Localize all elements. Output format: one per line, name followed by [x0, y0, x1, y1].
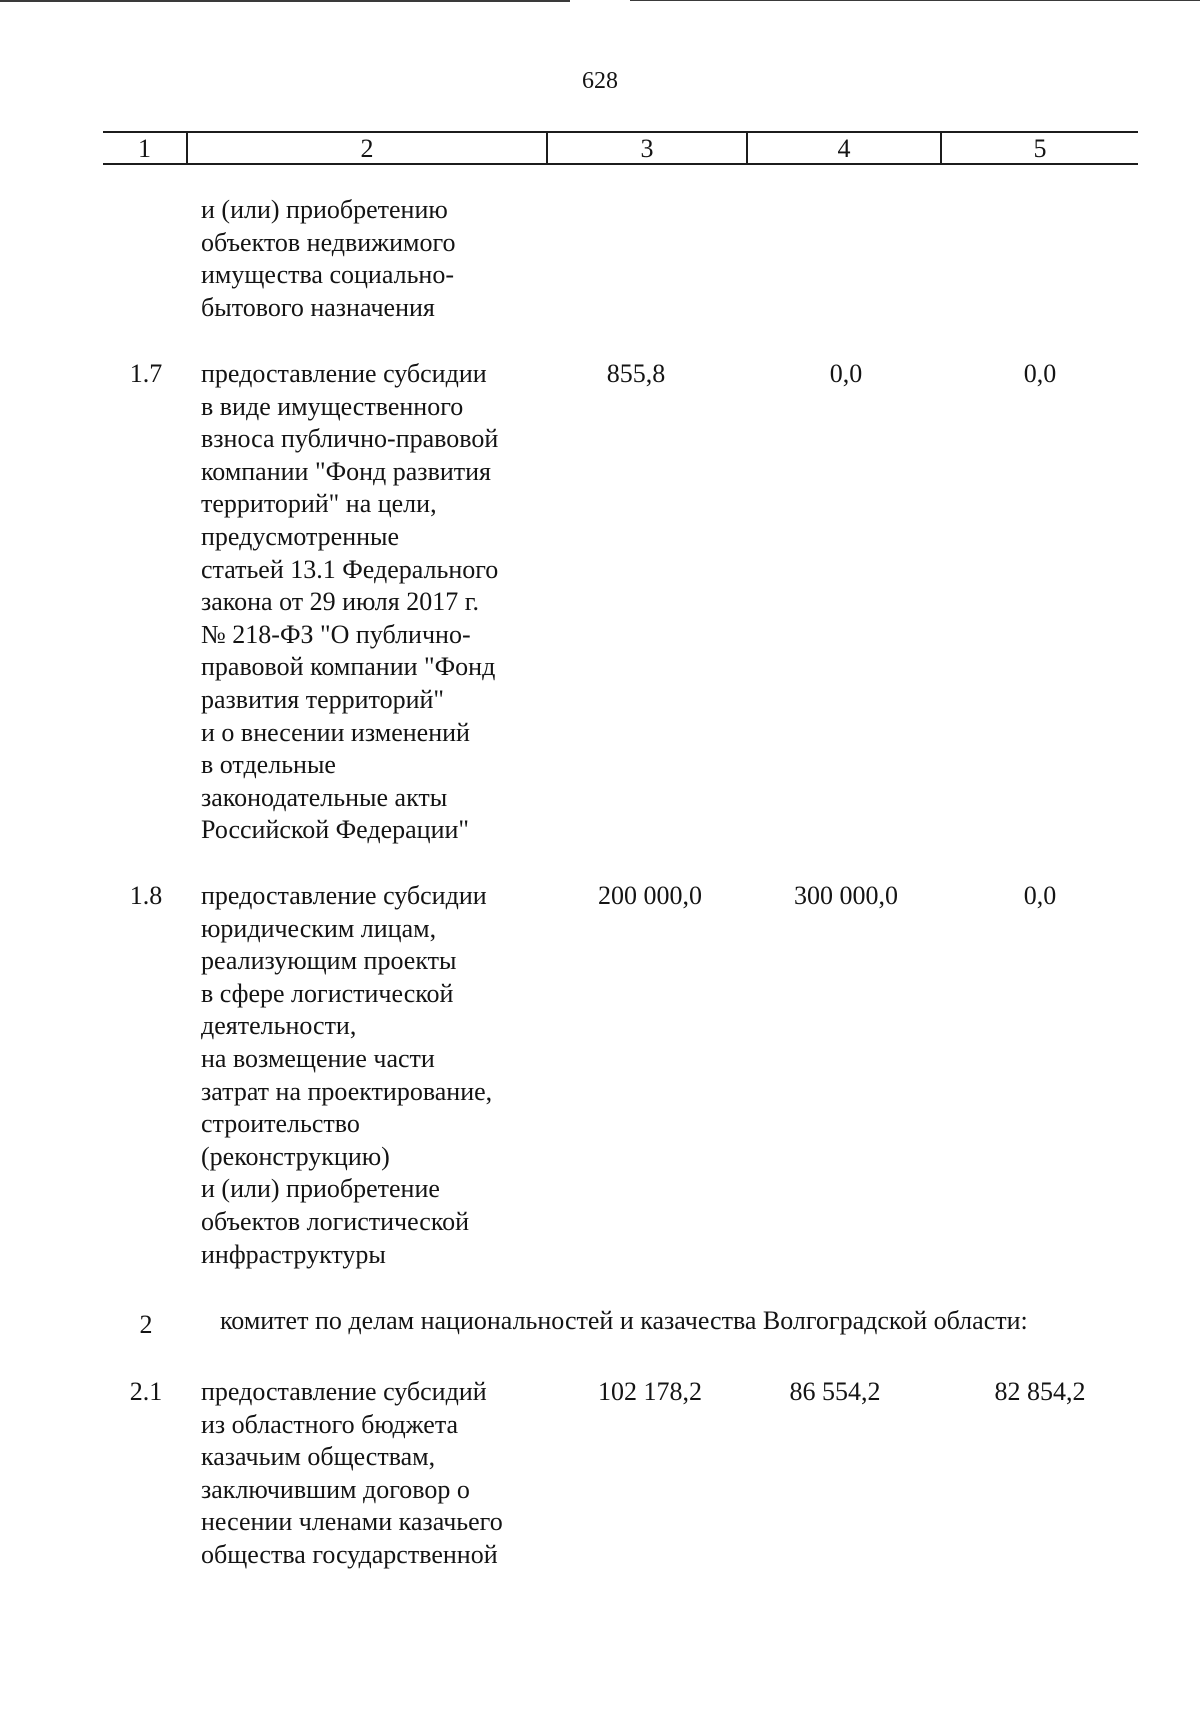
description-line: взноса публично-правовой [201, 424, 499, 454]
header-col-3: 3 [640, 134, 654, 163]
description-line: предоставление субсидий [201, 1377, 487, 1406]
row-description [201, 880, 492, 1271]
description-line: закона от 29 июля 2017 г. [201, 587, 479, 617]
row-description [201, 194, 456, 324]
row-number: 1.8 [129, 881, 163, 910]
description-line: (реконструкцию) [201, 1141, 390, 1171]
scan-edge-line-right [630, 0, 1200, 1]
description-line: предоставление субсидии [201, 881, 487, 910]
description-line: затрат на проектирование, [201, 1076, 493, 1106]
description-line: общества государственной [201, 1539, 498, 1569]
description-line: объектов недвижимого [201, 227, 456, 257]
description-line: строительство [201, 1109, 360, 1139]
section-number: 2 [139, 1310, 153, 1339]
value-col-4: 0,0 [829, 359, 863, 388]
description-line: на возмещение части [201, 1043, 435, 1073]
value-col-4: 300 000,0 [794, 881, 898, 910]
description-line: заключившим договор о [201, 1474, 470, 1504]
description-line: несении членами казачьего [201, 1507, 503, 1537]
description-line: и (или) приобретение [201, 1174, 440, 1204]
value-col-3: 200 000,0 [598, 881, 702, 910]
description-line: и о внесении изменений [201, 717, 470, 747]
description-line: Российской Федерации" [201, 815, 470, 845]
description-line: в виде имущественного [201, 391, 464, 421]
header-col-5: 5 [1033, 134, 1047, 163]
description-line: статьей 13.1 Федерального [201, 554, 499, 584]
description-line: и (или) приобретению [201, 195, 448, 224]
row-number: 2.1 [129, 1377, 163, 1406]
description-line: в сфере логистической [201, 978, 454, 1008]
scan-edge-line-left [0, 0, 570, 2]
value-col-5: 82 854,2 [994, 1377, 1086, 1406]
header-top-rule [103, 131, 1138, 133]
header-col-4: 4 [837, 134, 851, 163]
row-description [201, 358, 498, 847]
description-line: компании "Фонд развития [201, 456, 491, 486]
page-number: 628 [582, 68, 618, 94]
value-col-4: 86 554,2 [789, 1377, 881, 1406]
description-line: № 218-ФЗ "О публично- [201, 619, 471, 649]
description-line: объектов логистической [201, 1206, 470, 1236]
description-line: развития территорий" [201, 684, 445, 714]
value-col-5: 0,0 [1023, 359, 1057, 388]
header-col-1: 1 [138, 134, 151, 163]
description-line: в отдельные [201, 750, 336, 780]
value-col-5: 0,0 [1023, 881, 1057, 910]
description-line: бытового назначения [201, 292, 435, 322]
section-title: комитет по делам национальностей и казачества Волгоградской области: [220, 1306, 1028, 1335]
value-col-3: 855,8 [606, 359, 666, 388]
description-line: законодательные акты [201, 782, 448, 812]
description-line: правовой компании "Фонд [201, 652, 496, 682]
description-line: из областного бюджета [201, 1409, 459, 1439]
description-line: инфраструктуры [201, 1239, 386, 1269]
description-line: предусмотренные [201, 521, 400, 551]
description-line: реализующим проекты [201, 946, 457, 976]
header-col-2: 2 [360, 134, 374, 163]
description-line: деятельности, [201, 1011, 357, 1041]
value-col-3: 102 178,2 [598, 1377, 702, 1406]
description-line: территорий" на цели, [201, 489, 437, 519]
header-bottom-rule [103, 163, 1138, 165]
row-description [201, 1376, 503, 1572]
description-line: юридическим лицам, [201, 913, 437, 943]
description-line: предоставление субсидии [201, 359, 487, 388]
row-number: 1.7 [129, 359, 163, 388]
description-line: казачьим обществам, [201, 1442, 436, 1472]
description-line: имущества социально- [201, 260, 454, 290]
